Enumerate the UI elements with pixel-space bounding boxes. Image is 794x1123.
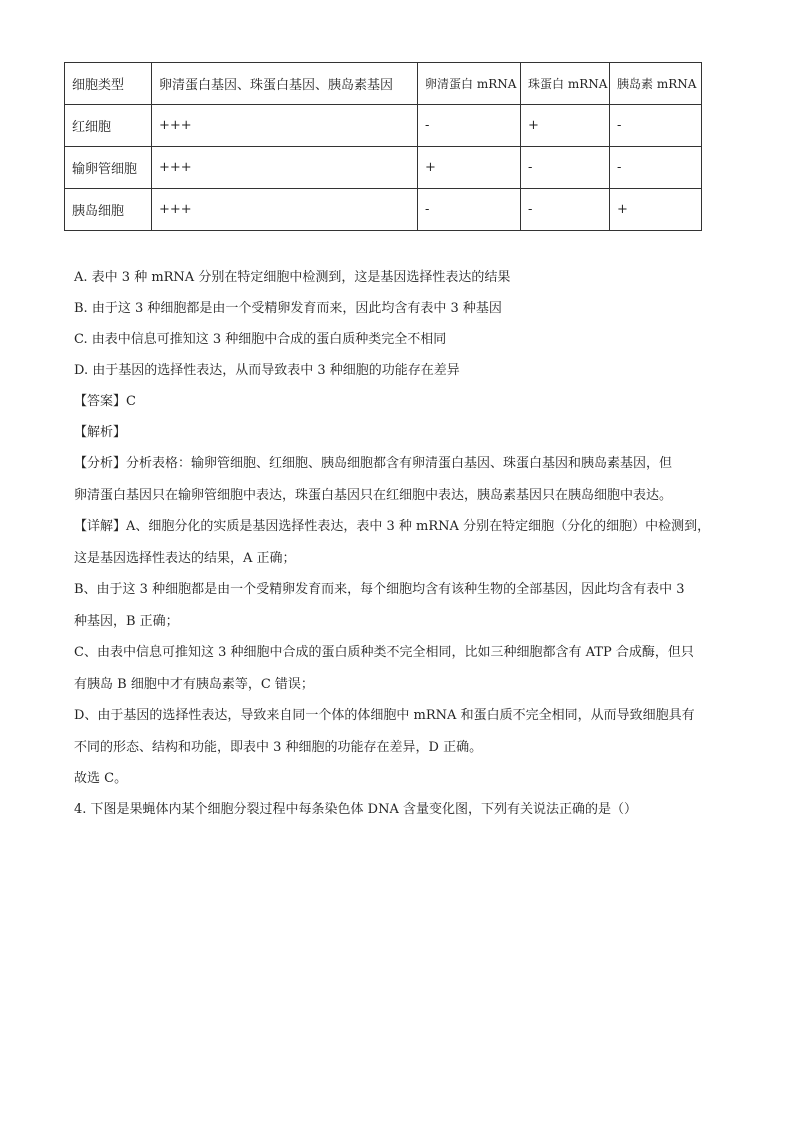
header-insulin-mrna: 胰岛素 mRNA bbox=[610, 63, 702, 105]
table-cell: - bbox=[521, 147, 610, 189]
table-row bbox=[65, 147, 702, 189]
table-header-row bbox=[65, 63, 702, 105]
table-cell: +++ bbox=[152, 147, 418, 189]
header-ovalbumin-mrna: 卵清蛋白 mRNA bbox=[418, 63, 521, 105]
detail-line: D、由于基因的选择性表达，导致来自同一个体的体细胞中 mRNA 和蛋白质不完全相同，从而导致细胞具有 bbox=[74, 708, 695, 723]
table-cell: + bbox=[521, 105, 610, 147]
header-globin-mrna: 珠蛋白 mRNA bbox=[521, 63, 610, 105]
option-d: D. 由于基因的选择性表达，从而导致表中 3 种细胞的功能存在差异 bbox=[74, 363, 460, 378]
analysis-line: 【分析】分析表格：输卵管细胞、红细胞、胰岛细胞都含有卵清蛋白基因、珠蛋白基因和胰岛素基因，但 bbox=[74, 456, 673, 471]
table-cell: + bbox=[418, 147, 521, 189]
gene-expression-table bbox=[64, 62, 702, 231]
detail-line: 【详解】A、细胞分化的实质是基因选择性表达，表中 3 种 mRNA 分别在特定细胞（分化的细胞）中检测到， bbox=[74, 519, 711, 534]
conclusion-line: 故选 C。 bbox=[74, 771, 128, 786]
answer-line: 【答案】C bbox=[74, 394, 136, 409]
table-cell: - bbox=[418, 105, 521, 147]
detail-line: 不同的形态、结构和功能，即表中 3 种细胞的功能存在差异，D 正确。 bbox=[74, 740, 483, 755]
detail-line: 这是基因选择性表达的结果，A 正确； bbox=[74, 551, 296, 566]
header-cell-type: 细胞类型 bbox=[65, 63, 152, 105]
question-content bbox=[74, 266, 734, 798]
table-cell: + bbox=[610, 189, 702, 231]
analysis-line: 卵清蛋白基因只在输卵管细胞中表达，珠蛋白基因只在红细胞中表达，胰岛素基因只在胰岛细胞中表达。 bbox=[74, 488, 673, 503]
option-c: C. 由表中信息可推知这 3 种细胞中合成的蛋白质种类完全不相同 bbox=[74, 332, 447, 347]
table-cell: 红细胞 bbox=[65, 105, 152, 147]
next-question: 4. 下图是果蝇体内某个细胞分裂过程中每条染色体 DNA 含量变化图，下列有关说法正确的是（） bbox=[74, 802, 637, 817]
table-cell: - bbox=[418, 189, 521, 231]
table-cell: +++ bbox=[152, 189, 418, 231]
table-cell: - bbox=[610, 147, 702, 189]
table-row bbox=[65, 105, 702, 147]
table-cell: 胰岛细胞 bbox=[65, 189, 152, 231]
option-a: A. 表中 3 种 mRNA 分别在特定细胞中检测到，这是基因选择性表达的结果 bbox=[74, 270, 511, 285]
option-b: B. 由于这 3 种细胞都是由一个受精卵发育而来，因此均含有表中 3 种基因 bbox=[74, 301, 502, 316]
detail-line: 有胰岛 B 细胞中才有胰岛素等，C 错误； bbox=[74, 677, 314, 692]
header-genes: 卵清蛋白基因、珠蛋白基因、胰岛素基因 bbox=[152, 63, 418, 105]
analysis-heading: 【解析】 bbox=[74, 425, 127, 440]
table-cell: - bbox=[521, 189, 610, 231]
table-cell: 输卵管细胞 bbox=[65, 147, 152, 189]
detail-line: 种基因，B 正确； bbox=[74, 614, 179, 629]
detail-line: C、由表中信息可推知这 3 种细胞中合成的蛋白质种类不完全相同，比如三种细胞都含有 ATP 合成酶，但只 bbox=[74, 645, 694, 660]
detail-line: B、由于这 3 种细胞都是由一个受精卵发育而来，每个细胞均含有该种生物的全部基因，因此均含有表中 3 bbox=[74, 582, 685, 597]
table-cell: +++ bbox=[152, 105, 418, 147]
table-row bbox=[65, 189, 702, 231]
table-cell: - bbox=[610, 105, 702, 147]
